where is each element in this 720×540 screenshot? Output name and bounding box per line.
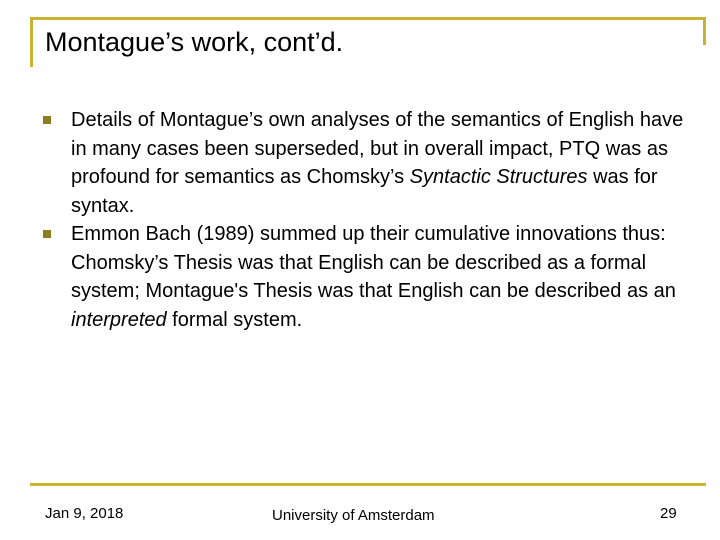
bullet-list [40, 106, 690, 334]
bullet-item [40, 106, 690, 220]
title-frame-top-rule [30, 17, 706, 20]
bullet-text: Emmon Bach (1989) summed up their cumulative innovations thus: Chomsky’s Thesis was that English can be described as a formal system; Montague's Thesis was that English can be described as an [71, 223, 676, 302]
page-number: 29 [660, 505, 677, 522]
slide-title: Montague’s work, cont’d. [45, 27, 344, 57]
footer-rule [30, 483, 706, 486]
bullet-text: formal system. [166, 308, 303, 331]
bullet-item [40, 220, 690, 334]
bullet-text: was for syntax. [71, 166, 658, 217]
bullet-emphasis: Syntactic Structures [409, 166, 588, 188]
title-frame-right-rule [703, 17, 706, 45]
footer-organization: University of Amsterdam [272, 507, 435, 524]
bullet-text: Details of Montague’s own analyses of the semantics of English have in many cases been superseded, but in overall impact, PTQ was as profound for semantics as Chomsky’s [71, 109, 684, 188]
square-bullet-icon [43, 230, 51, 238]
footer-date: Jan 9, 2018 [45, 505, 124, 522]
title-frame-left-rule [30, 17, 33, 67]
bullet-emphasis: interpreted [71, 308, 167, 331]
square-bullet-icon [43, 116, 51, 124]
